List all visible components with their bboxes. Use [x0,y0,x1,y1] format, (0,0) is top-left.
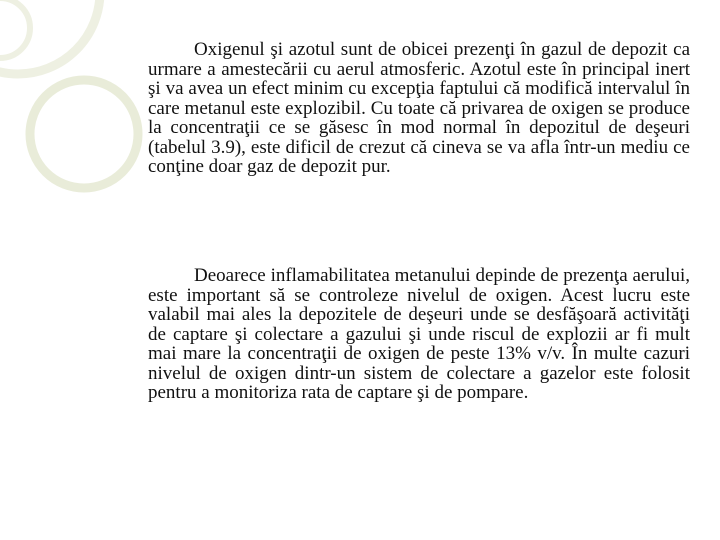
decorative-circles [0,0,160,260]
decorative-ring-large [0,0,100,74]
decorative-ring-medium [30,80,138,188]
paragraph-methane-flammability: Deoarece inflamabilitatea metanului depinde de prezenţa aerului, este important să se controleze nivelul de oxigen. Acest lucru este valabil mai ales la depozitele de deşeuri unde se desfăşoară activităţi de captare şi colectare a gazului şi unde riscul de explozii ar fi mult mai mare la concentraţii de oxigen de peste 13% v/v. În multe cazuri nivelul de oxigen dintr-un sistem de colectare a gazelor este folosit pentru a monitoriza rata de captare şi de pompare. [148,265,690,403]
paragraph-oxygen-nitrogen: Oxigenul şi azotul sunt de obicei prezenţi în gazul de depozit ca urmare a amestecării cu aerul atmosferic. Azotul este în principal inert şi va avea un efect minim cu excepţia faptului că modifică intervalul în care metanul este explozibil. Cu toate că privarea de oxigen se produce la concentraţii ce se găsesc în mod normal în depozitul de deşeuri (tabelul 3.9), este dificil de crezut că cineva se va afla într-un mediu ce conţine doar gaz de depozit pur. [148,39,690,177]
decorative-ring-small [0,0,30,58]
